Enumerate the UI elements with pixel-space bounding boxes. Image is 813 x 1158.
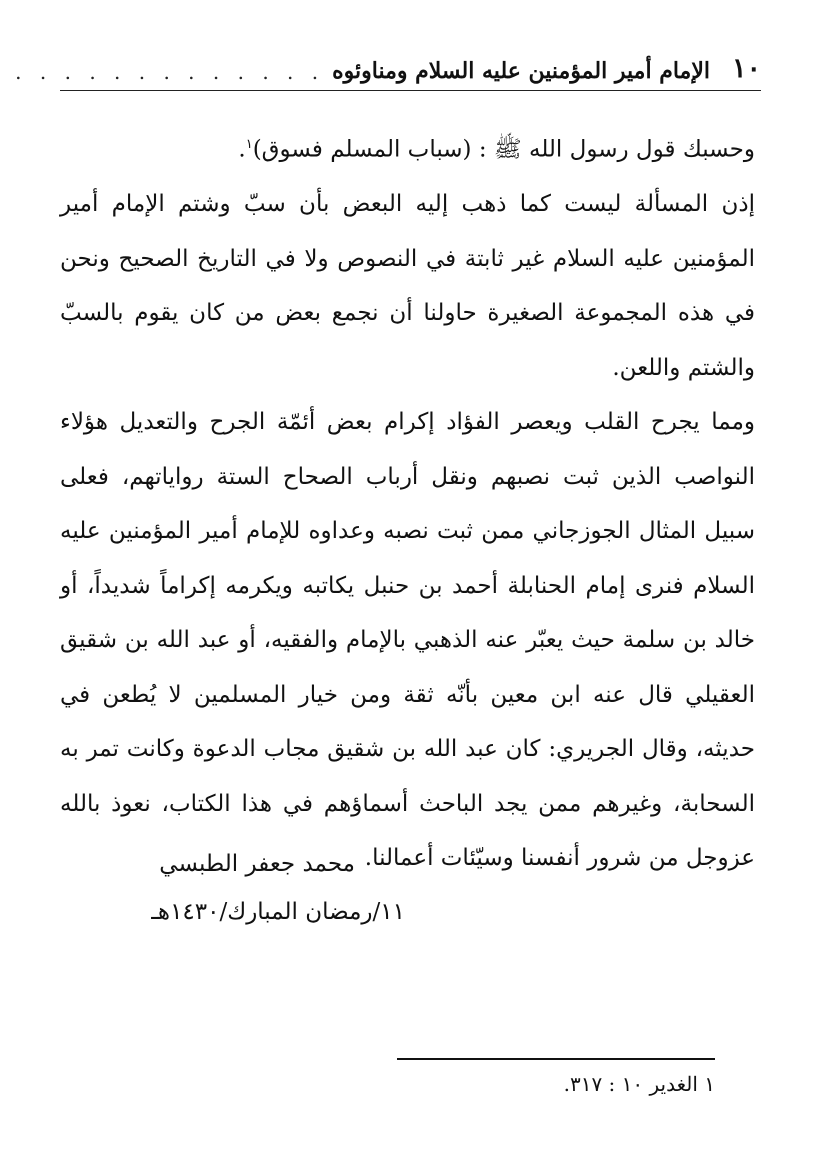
header-title: الإمام أمير المؤمنين عليه السلام ومناوئوه bbox=[332, 58, 710, 84]
footnote: ١ الغدير ١٠ : ٣١٧. bbox=[563, 1072, 715, 1096]
author-signature: محمد جعفر الطبسي bbox=[159, 851, 355, 877]
page-number: ١٠ bbox=[731, 53, 761, 84]
footnote-marker: ١ bbox=[245, 137, 253, 152]
paragraph-2: إذن المسألة ليست كما ذهب إليه البعض بأن سبّ وشتم الإمام أمير المؤمنين عليه السلام غير ثابتة في النصوص ولا في التاريخ الصحيح ونحن في هذه المجموعة الصغيرة حاولنا أن نجمع بعض من كان يقوم بالسبّ والشتم واللعن. bbox=[60, 191, 755, 381]
header-dots: . . . . . . . . . . . . . bbox=[15, 60, 325, 84]
running-header bbox=[15, 40, 761, 91]
signature-date: ١١/رمضان المبارك/١٤٣٠هـ bbox=[151, 899, 405, 925]
body-text bbox=[60, 118, 755, 886]
footnote-divider bbox=[397, 1058, 715, 1060]
paragraph-1: وحسبك قول رسول الله ﷺ : (سباب المسلم فسوق)$^١$. bbox=[238, 136, 755, 163]
paragraph-3: ومما يجرح القلب ويعصر الفؤاد إكرام بعض أئمّة الجرح والتعديل هؤلاء النواصب الذين ثبت نصبهم ونقل أرباب الصحاح الستة رواياتهم، فعلى سبيل المثال الجوزجاني ممن ثبت نصبه وعداوه للإمام أمير المؤمنين عليه السلام فنرى إمام الحنابلة أحمد بن حنبل يكاتبه ويكرمه إكراماً شديداً، أو خالد بن سلمة حيث يعبّر عنه الذهبي بالإمام والفقيه، أو عبد الله بن شقيق العقيلي قال عنه ابن معين بأنّه ثقة ومن خيار المسلمين لا يُطعن في حديثه، وقال الجريري: كان عبد الله بن شقيق مجاب الدعوة وكانت تمر به السحابة، وغيرهم ممن يجد الباحث أسماؤهم في هذا الكتاب، نعوذ بالله عزوجل من شرور أنفسنا وسيّئات أعمالنا. bbox=[60, 409, 755, 872]
